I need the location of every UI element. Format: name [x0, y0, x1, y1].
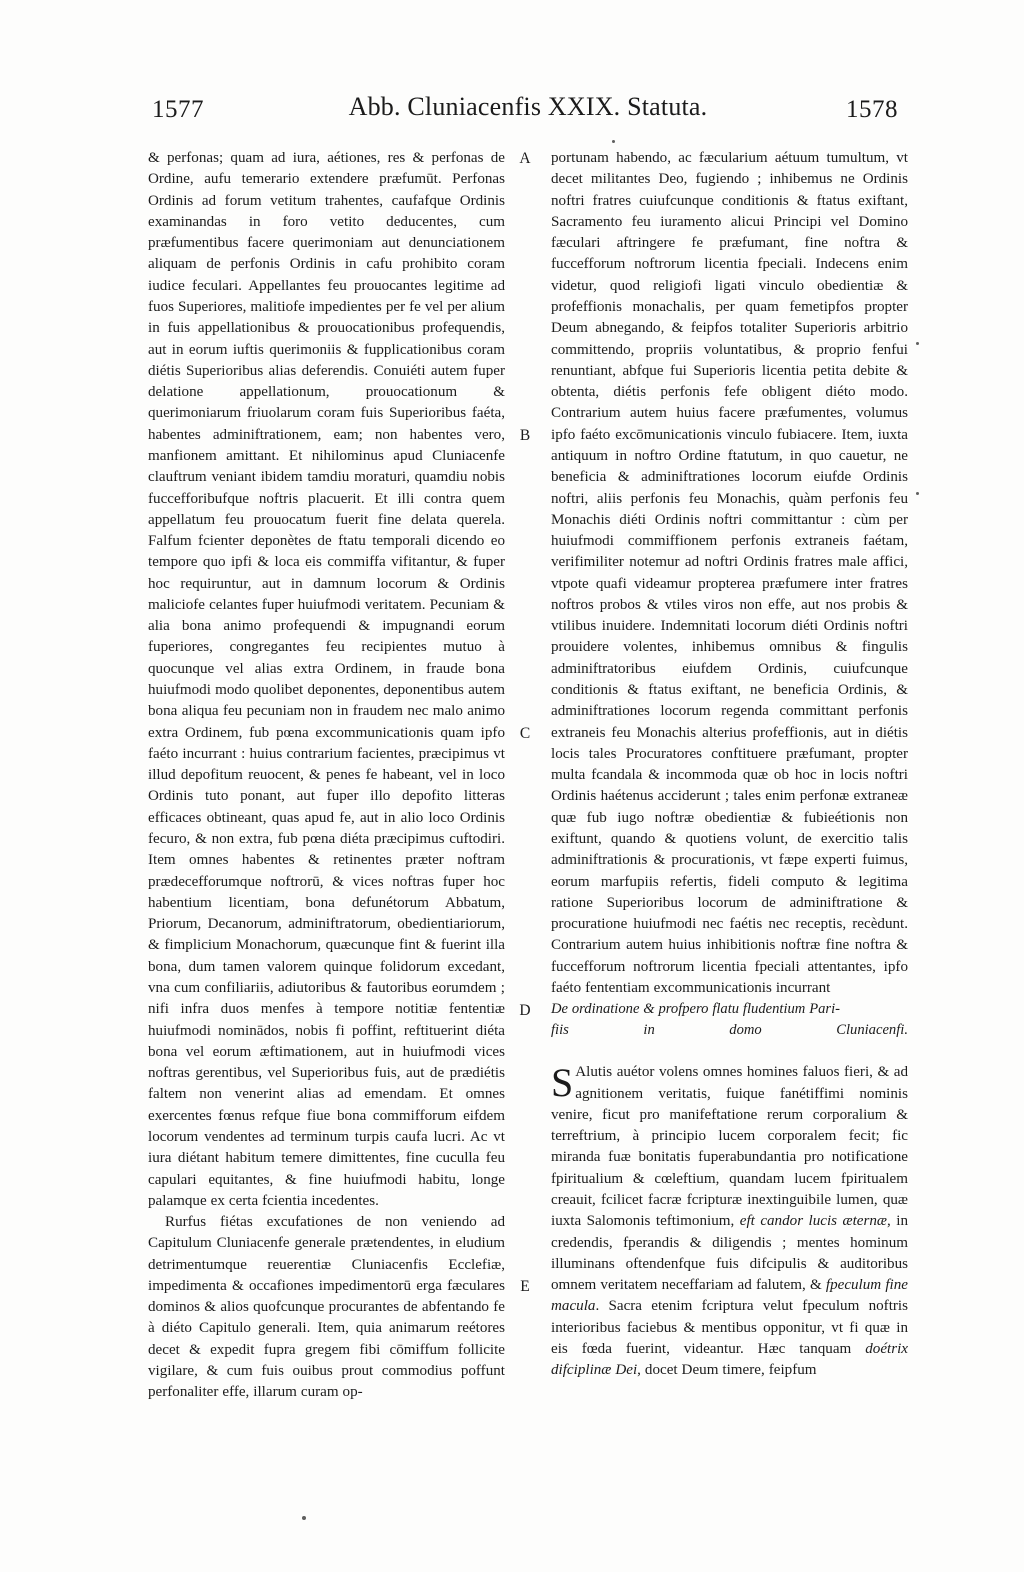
italic-quotation: eft candor lucis æternæ: [739, 1213, 887, 1230]
paragraph: Rurfus fiétas excufationes de non veniendo ad Capitulum Cluniacenfe generale prætendentes, in eludium detrimentumque reuerentiæ Cluniacenfis Ecclefiæ, impedimenta & occafiones impedimentorū erga fæculares dominos & alios quofcunque procurantes de abfentando fe à diéto Capitulo generali. Item, quia animarum reétores decet & expedit fupra gregem fibi cōmiffum follicite vigilare, & cum fuis ouibus prout commodius poffunt perfonaliter effe, illarum curam op-: [148, 1214, 505, 1401]
column-right: [551, 148, 908, 1381]
paragraph-with-dropcap: [551, 1062, 908, 1381]
paragraph-text: . Sacra etenim fcriptura velut fpeculum noftris interioribus faciebus & mentibus opponitur, vt fi quæ in eis fœda fuerint, videantur. Hæc tanquam: [551, 1298, 908, 1357]
ink-speck: [612, 140, 615, 143]
running-title: Abb. Cluniacenfis XXIX. Statuta.: [348, 92, 708, 121]
margin-letter-e: E: [520, 1278, 530, 1295]
section-heading-line: De ordinatione & profpero flatu fludentium Pari-: [551, 1001, 840, 1018]
paragraph: portunam habendo, ac fæcularium aétuum tumultum, vt decet militantes Deo, fugiendo ; inhibemus ne Ordinis noftri fratres cuiufcunque conditionis & ftatus exiftant, Sacramento feu iuramento alicui Principi vel Domino fæculari aftringere fe præfumant, fine noftra & fuccefforum noftrorum licentia fpeciali. Indecens enim videtur, quod religiofi ligati vinculo obedientiæ & profeffionis monachalis, per quam femetipfos propter Deum abnegando, & feipfos totaliter Superioris arbitrio committendo, propriis voluntatibus, & proprio fenfui renuntiant, abfque fui Superioris licentia petita debite & obtenta, diétis perfonis fefe obligent diéto modo. Contrarium autem huius facere præfumentes, volumus ipfo faéto excōmunicationis vinculo fubiacere. Item, iuxta antiquum in noftro Ordine ftatutum, in quo cauetur, ne beneficia & adminiftrationes locorum eiufde Ordinis noftri, aliis perfonis feu Monachis, quàm perfonis feu Monachis diéti Ordinis noftri committantur : cùm per huiufmodi commiffionem perfonis extraneis faétam, verifimiliter notemur ad noftri Ordinis fratres male affici, vtpote quafi videamur propterea præfumere inter fratres noftros probos & vtiles viros non effe, aut nos probis & vtilibus inuidere. Indemnitati locorum diéti Ordinis noftri prouidere volentes, inhibemus omnibus & fingulis adminiftratoribus eiufdem Ordinis, cuiufcunque conditionis & ftatus exiftant, ne beneficia Ordinis, & adminiftrationes locorum regenda committant perfonis extraneis feu Monachis alterius profeffionis, aut in diétis locis tales Procuratores conftituere præfumant, propter multa fcandala & incommoda quæ ob hoc in locis noftri Ordinis haétenus acciderunt ; tales enim perfonæ extraneæ quæ fub iugo noftræ obedientiæ & fubieétionis non exiftunt, quando & quotiens volunt, de exercitio talis adminiftrationis & procurationis, vt fæpe experti fuimus, eorum marfupiis refertis, fideli computo & legitima ratione Superioribus locorum de adminiftratione & procuratione huiufmodi nec faétis nec receptis, recèdunt. Contrarium autem huius inhibitionis noftræ fine noftra & fuccefforum noftrorum licentia fpeciali attentantes, ipfo faéto fententiam excommunicationis incurrant: [551, 150, 908, 996]
folio-number-left: 1577: [152, 96, 204, 123]
italic-quotation: fpeculum fine macula: [551, 1277, 908, 1315]
column-left: [148, 148, 505, 1404]
folio-number-right: 1578: [846, 96, 898, 123]
margin-letter-c: C: [519, 725, 531, 742]
drop-cap: S: [551, 1060, 574, 1106]
ink-speck: [916, 342, 919, 345]
section-heading: [551, 999, 908, 1062]
paragraph-text: , docet Deum timere, feipfum: [637, 1362, 817, 1379]
running-head: [148, 92, 908, 134]
paragraph-text: , in credendis, fperandis & diligendis ; mentes hominum illuminans oftendenfque fuis difcipulis & auditoribus omnem veritatem neceffariam ad falutem, &: [551, 1213, 908, 1294]
paragraph: & perfonas; quam ad iura, aétiones, res & perfonas de Ordine, aufu temerario extendere præfumūt. Perfonas Ordinis ad forum vetitum trahentes, caufafque Ordinis examinandas in foro vetito deducentes, cum præfumentibus facere querimoniam aut denunciationem aliquam de perfonis Ordinis in cafu prohibito coram iudice feculari. Appellantes feu prouocantes legitime ad fuos Superiores, malitiofe impedientes per fe vel per alium in fuis appellationibus & prouocationibus profequendis, aut in eorum iuftis querimoniis & fupplicationibus coram diétis Superioribus alias deferendis. Conuiéti autem fuper delatione appellationum, prouocationum & querimoniarum friuolarum coram fuis Superioribus faéta, habentes adminiftrationem, eam; non habentes vero, manfionem amittant. Et nihilominus apud Cluniacenfe clauftrum veniant ibidem tamdiu moraturi, quamdiu nobis fuccefforibufque noftris placuerit. Et illi contra quem appellatum feu prouocatum fuerit fine delata querela. Falfum fcienter deponètes de ftatu temporali dicendo eo tempore quo ipfi & loca eis commiffa vifitantur, & fuper hoc requiruntur, aut in damnum locorum & Ordinis maliciofe celantes fuper huiufmodi veritatem. Pecuniam & alia bona animo profequendi & impugnandi eorum fuperiores, congregantes feu recipientes mutuo à quocunque vel alias extra Ordinem, in fraude bona huiufmodi modo quolibet deponentes, deponentibus autem bona aliqua feu pecuniam non in fraudem nec malo animo extra Ordinem, fub pœna excommunicationis quam ipfo faéto incurrant : huius contrarium facientes, præcipimus vt illud depofitum reuocent, & penes fe habeant, vel in loco Ordinis tuto ponant, aut fuper illo depofito litteras efficaces obtineant, quas apud fe, aut in alio loco Ordinis fecuro, & non extra, fub pœna diéta præcipimus cuftodiri. Item omnes habentes & retinentes præter noftram prædecefforumque noftrorū, & vices noftras fuper hoc habentium licentiam, bona defunétorum Abbatum, Priorum, Decanorum, adminiftratorum, obedientiariorum, & fimplicium Monachorum, quæcunque fint & fuerint illa bona, dum tamen valorem quinque folidorum excedant, vna cum confiliariis, adiutoribus & fautoribus eorumdem ; nifi infra duos menfes à tempore notitiæ fententiæ huiufmodi nominādos, nobis fi poffint, reftituerint diéta bona vel eorum æftimationem, aut in huiufmodi vices noftras gerentibus, vel Superioribus fuis, aut de prædiétis faltem non venerint alias ad emendam. Et omnes exercentes fœnus refque fiue bona commifforum eifdem locorum vendentes ad terminum turpis caufa lucri. Ac vt iura diétant habitum temere dimittentes, fine cuculla feu capulari equitantes, & fine huiufmodi habitu, longe palamque ex certa fcientia incedentes.: [148, 150, 505, 1209]
margin-letter-a: A: [519, 150, 531, 167]
ink-speck: [916, 492, 919, 495]
margin-letter-b: B: [519, 427, 531, 444]
section-heading-line: fiis in domo Cluniacenfi.: [551, 1022, 908, 1039]
ink-speck: [302, 1516, 306, 1520]
margin-letter-d: D: [519, 1002, 531, 1019]
paragraph-text: Alutis auétor volens omnes homines faluos fieri, & ad agnitionem veritatis, fuique fanétiffimi nominis venire, ficut pro manifeftatione rerum corporalium & terreftrium, à principio lucem corporalem fecit; fic miranda fuæ bonitatis fuperabundantia pro notificatione fpiritualium & cœleftium, quandam lucem fpiritualem creauit, fcilicet facræ fcripturæ inextinguibile lumen, quæ iuxta Salomonis teftimonium,: [551, 1064, 908, 1230]
italic-quotation: doétrix difciplinæ Dei: [551, 1340, 908, 1379]
text-body: [148, 148, 908, 1508]
